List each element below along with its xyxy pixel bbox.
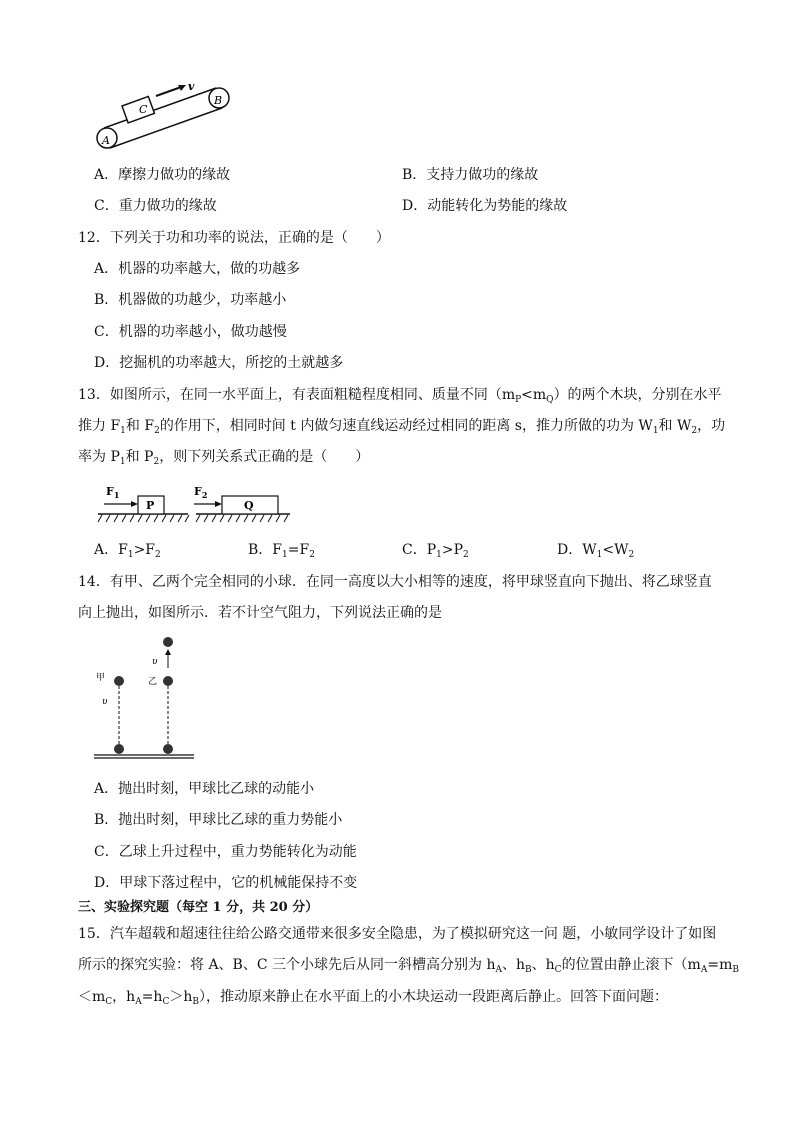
f2-label: $F_2$ [194, 485, 208, 500]
q15-line-3: $<m_C$，$h_A=h_C>h_B$），推动原来静止在水平面上的小木块运动一段距离后静止。回答下面问题： [78, 989, 668, 1007]
q15-line-2: 所示的探究实验：将 A、B、C 三个小球先后从同一斜槽高分别为 $h_A$、$h_B$、$h_C$的位置由静止滚下（$m_A=m_B$ [78, 957, 739, 975]
q11-option-c: C．重力做功的缘故 [94, 198, 217, 214]
q14-option-b: B．抛出时刻，甲球比乙球的重力势能小 [94, 812, 343, 828]
ball-yi-ground [163, 744, 173, 754]
block-p-label: P [146, 499, 155, 512]
q12-option-d: D．挖掘机的功率越大，所挖的土就越多 [94, 355, 344, 371]
q11-option-d: D．动能转化为势能的缘故 [402, 198, 568, 214]
q13-option-b: B．$F_1=F_2$ [248, 542, 315, 560]
label-b: B [214, 94, 223, 107]
label-c: C [139, 103, 148, 116]
f1-label: $F_1$ [106, 485, 120, 500]
thrown-balls-figure [94, 632, 204, 767]
block-q-label: Q [244, 499, 254, 512]
q12-option-b: B．机器做的功越少，功率越小 [94, 292, 287, 308]
q13-option-c: C．$P_1>P_2$ [402, 542, 469, 560]
label-v-up: υ [152, 657, 158, 667]
label-jia: 甲 [96, 673, 106, 683]
q12-stem: 12．下列关于功和功率的说法，正确的是（ ） [78, 230, 390, 246]
label-v-down: υ [102, 697, 108, 707]
q13-option-a: A．$F_1>F_2$ [94, 542, 161, 560]
section-3-title: 三、实验探究题（每空 1 分，共 20 分） [78, 900, 319, 915]
label-yi: 乙 [148, 677, 158, 687]
q14-line-1: 14．有甲、乙两个完全相同的小球．在同一高度以大小相等的速度，将甲球竖直向下抛出、将乙球竖直 [78, 574, 712, 590]
q13-option-d: D．$W_1<W_2$ [557, 542, 635, 560]
q11-option-b: B．支持力做功的缘故 [402, 167, 539, 183]
pushing-blocks-figure [96, 480, 296, 526]
right-surface [196, 514, 290, 522]
ball-jia-ground [114, 744, 124, 754]
q14-option-a: A．抛出时刻，甲球比乙球的动能小 [94, 781, 315, 797]
q13-line-3: 率为 $P_1$和 $P_2$，则下列关系式正确的是（ ） [78, 449, 370, 467]
ball-yi-top [163, 637, 173, 647]
label-a: A [102, 134, 110, 147]
q13-line-2: 推力 $F_1$和 $F_2$的作用下，相同时间 t 内做匀速直线运动经过相同的距离 s，推力所做的功为 $W_1$和 $W_2$，功 [78, 418, 726, 436]
q14-option-d: D．甲球下落过程中，它的机械能保持不变 [94, 875, 358, 891]
q15-line-1: 15．汽车超载和超速往往给公路交通带来很多安全隐患，为了模拟研究这一问 题，小敏同学设计了如图 [78, 926, 717, 942]
label-v: v [188, 80, 195, 93]
q13-line-1: 13．如图所示，在同一水平面上，有表面粗糙程度相同、质量不同$(m_P<m_Q)$的两个木块，分别在水平 [78, 387, 722, 405]
q14-line-2: 向上抛出，如图所示．若不计空气阻力，下列说法正确的是 [78, 605, 442, 621]
ball-yi-start [163, 676, 173, 686]
q14-option-c: C．乙球上升过程中，重力势能转化为动能 [94, 844, 357, 860]
q12-option-c: C．机器的功率越小，做功越慢 [94, 324, 287, 340]
conveyor-belt-figure [94, 76, 244, 156]
ball-jia-start [114, 676, 124, 686]
q12-option-a: A．机器的功率越大，做的功越多 [94, 261, 301, 277]
q11-option-a: A．摩擦力做功的缘故 [94, 167, 231, 183]
left-surface [98, 514, 189, 522]
